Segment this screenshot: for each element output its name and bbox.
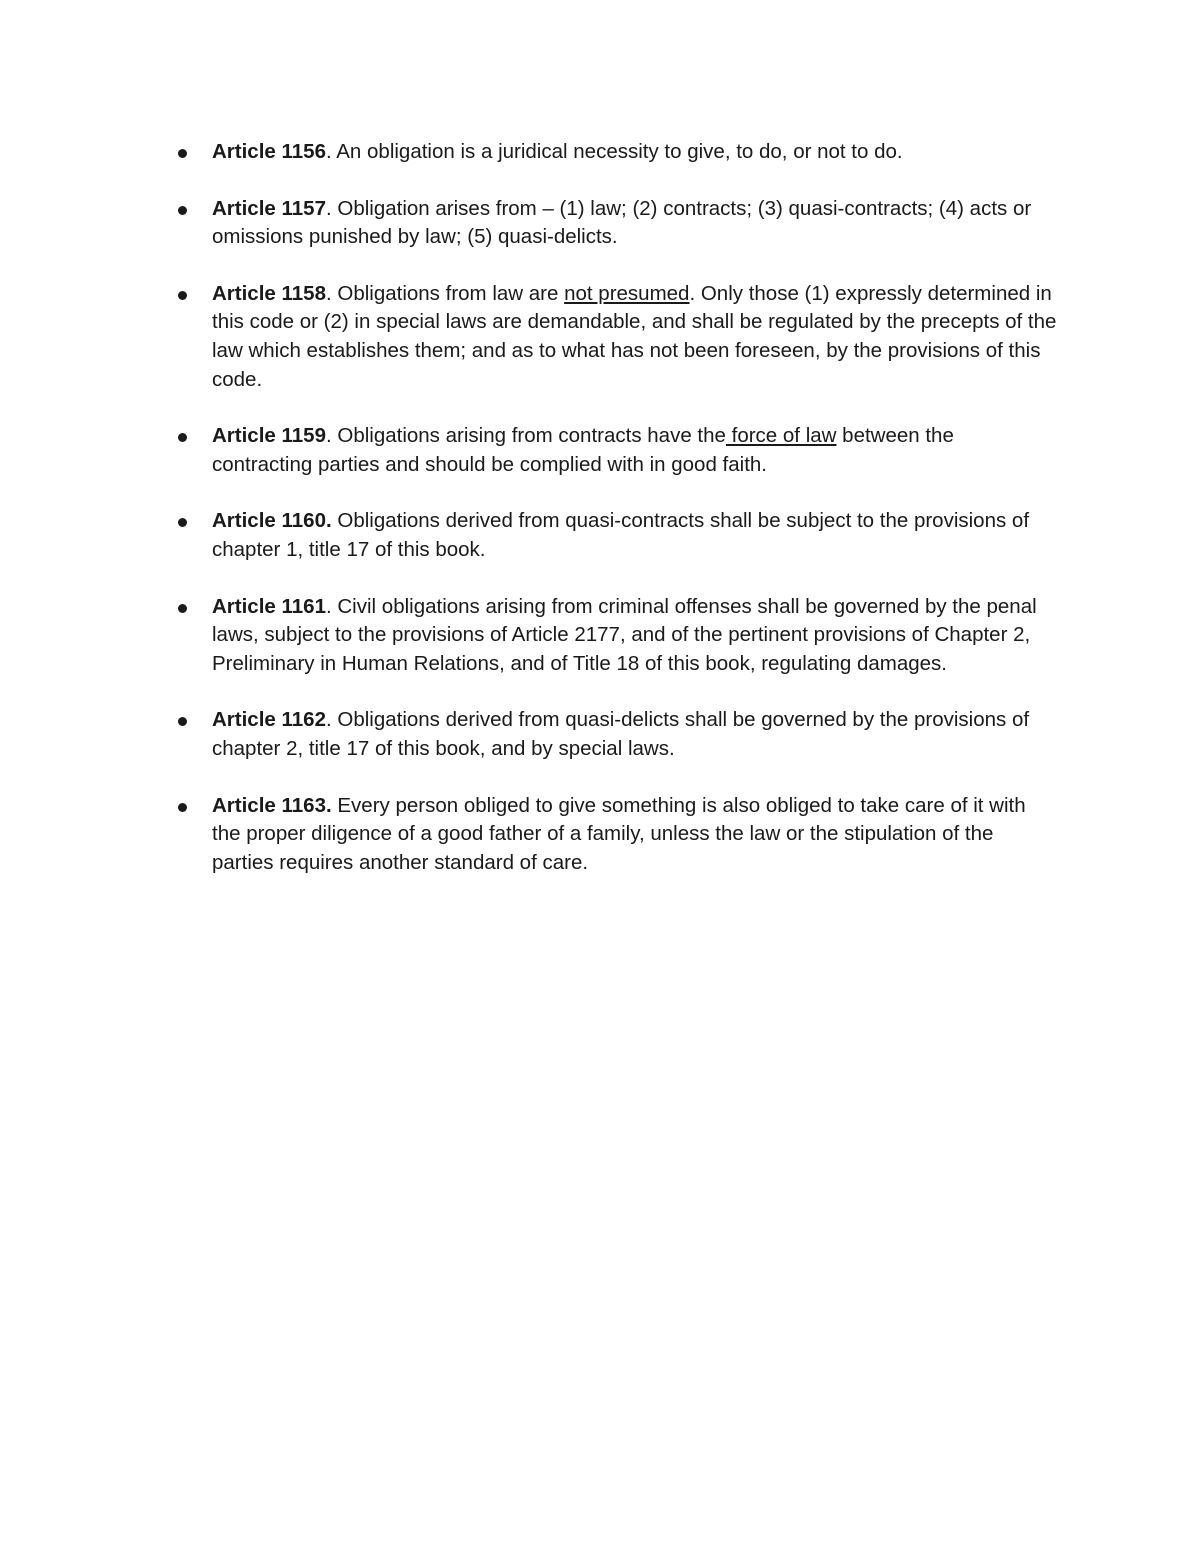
article-text: . Obligations arising from contracts have the — [325, 424, 726, 448]
article-number: Article 1156 — [212, 140, 326, 163]
article-number: Article 1159 — [212, 424, 326, 448]
article-number: Article 1160. — [212, 509, 332, 533]
article-text: . Obligations derived from quasi-delicts shall be governed by the provisions of chapter 2, title 17 of this book, and by special laws. — [212, 708, 1030, 760]
article-text: . Obligations from law are — [325, 281, 565, 305]
article-item — [178, 507, 1058, 564]
article-item — [178, 593, 1058, 679]
article-item — [178, 422, 1058, 479]
underlined-phrase: not presumed — [564, 281, 690, 305]
bullet-icon — [178, 518, 187, 527]
article-item — [178, 195, 1058, 252]
article-item — [178, 280, 1058, 394]
bullet-icon — [178, 717, 187, 726]
bullet-icon — [178, 291, 187, 300]
bullet-icon — [178, 149, 187, 158]
bullet-icon — [178, 433, 187, 442]
article-item — [178, 792, 1058, 878]
article-number: Article 1163. — [212, 793, 332, 817]
article-text: . Civil obligations arising from criminal offenses shall be governed by the penal laws, subject to the provisions of Article 2177, and of the pertinent provisions of Chapter 2, Preliminary in Human Relations, and of Title 18 of this book, regulating damages. — [212, 594, 1037, 675]
bullet-icon — [178, 803, 187, 812]
article-item — [178, 138, 1058, 167]
article-text: . An obligation is a juridical necessity to give, to do, or not to do. — [325, 140, 903, 163]
article-text: . Obligation arises from – (1) law; (2) contracts; (3) quasi-contracts; (4) acts or omissions punished by law; (5) quasi-delicts. — [212, 196, 1032, 249]
article-number: Article 1162 — [212, 708, 326, 732]
article-number: Article 1157 — [212, 196, 326, 220]
article-text: Obligations derived from quasi-contracts shall be subject to the provisions of chapter 1, title 17 of this book. — [212, 509, 1030, 561]
bullet-icon — [178, 604, 187, 613]
underlined-phrase: force of law — [725, 424, 837, 448]
article-text: . Only those (1) expressly determined in this code or (2) in special laws are demandable, and shall be regulated by the precepts of the law which establishes them; and as to what has not been foreseen, by the provisions of this code. — [212, 281, 1057, 391]
article-text: between the contracting parties and should be complied with in good faith. — [212, 424, 954, 476]
article-text: Every person obliged to give something is also obliged to take care of it with the proper diligence of a good father of a family, unless the law or the stipulation of the parties requires another standard of care. — [212, 793, 1026, 874]
article-number: Article 1161 — [212, 594, 326, 618]
article-list — [178, 138, 1058, 905]
bullet-icon — [178, 206, 187, 215]
article-number: Article 1158 — [212, 281, 326, 305]
article-item — [178, 706, 1058, 763]
